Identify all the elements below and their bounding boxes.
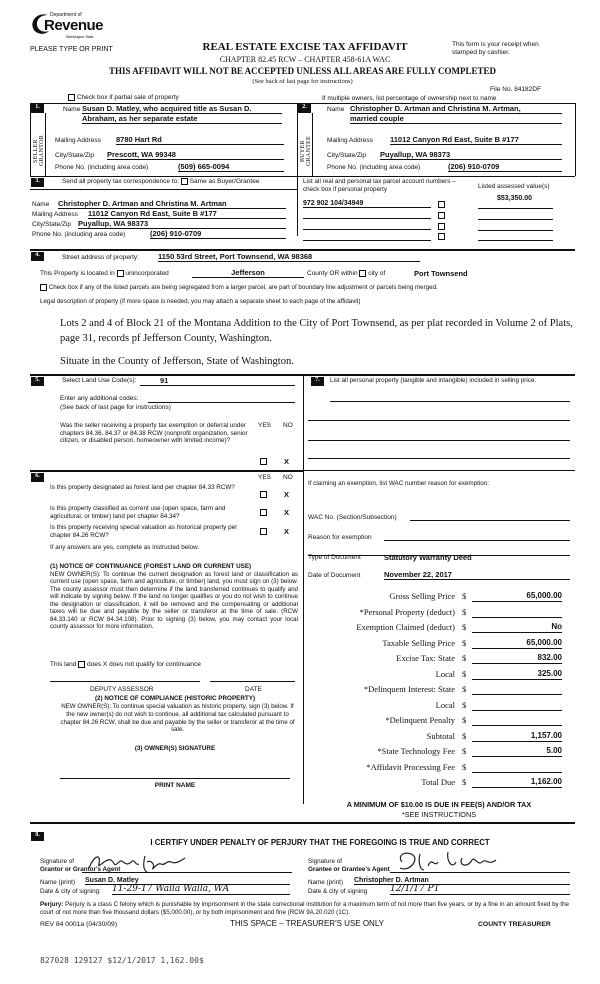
same-as-buyer-checkbox[interactable]: [181, 178, 188, 185]
grantor-print-value: Susan D. Matley: [85, 877, 139, 884]
street-address-label: Street address of property:: [62, 254, 139, 261]
q3-no-answer[interactable]: X: [284, 527, 290, 536]
section-1-number: 1.: [31, 104, 44, 113]
personal-property-line-3[interactable]: [308, 440, 570, 441]
warning-banner: THIS AFFIDAVIT WILL NOT BE ACCEPTED UNLESS ALL AREAS ARE FULLY COMPLETED: [108, 66, 497, 76]
additional-codes-label: Enter any additional codes:: [60, 395, 139, 402]
buyer-name-line2[interactable]: married couple: [350, 114, 562, 124]
partial-sale-row: [68, 94, 179, 101]
fee-label: Total Due: [421, 777, 455, 787]
fee-label: *Personal Property (deduct): [359, 606, 455, 617]
grantee-print-label: Name (print): [308, 879, 343, 886]
seller-name-line1[interactable]: Susan D. Matley, who acquired title as Susan D.: [82, 104, 282, 114]
historic-question: Is this property receiving special valuation as historical property per chapter 84.26 RCW?: [50, 524, 238, 539]
seller-name-line2[interactable]: Abraham, as her separate estate: [82, 114, 282, 124]
s5-yes-checkbox[interactable]: [260, 458, 267, 465]
street-address-field[interactable]: 1150 53rd Street, Port Townsend, WA 98368: [158, 252, 420, 262]
within-city-checkbox[interactable]: [359, 270, 366, 277]
buyer-phone-label: Phone No. (including area code): [327, 164, 421, 171]
seller-name-label: Name: [63, 106, 81, 113]
does-qualify-checkbox[interactable]: [78, 661, 85, 668]
buyer-mailing-label: Mailing Address: [327, 137, 373, 144]
perjury-statement: [40, 901, 575, 917]
fee-label: *Delinquent Interest: State: [363, 684, 455, 694]
form-subtitle: CHAPTER 82.45 RCW – CHAPTER 458-61A WAC: [219, 55, 391, 64]
land-use-label: Select Land Use Code(s):: [62, 377, 137, 384]
grantor-sig-label-2: Grantor or Grantor's Agent: [40, 866, 121, 873]
unincorporated-label: unincorporated: [125, 270, 169, 278]
q1-no-answer[interactable]: X: [284, 490, 290, 499]
dollar-sign: $: [462, 684, 467, 694]
dollar-sign: $: [462, 591, 467, 601]
section-3-number: 3.: [31, 178, 44, 187]
segregated-checkbox[interactable]: [40, 284, 47, 291]
county-treasurer-label: COUNTY TREASURER: [478, 921, 551, 928]
s6-no-header: NO: [283, 474, 293, 481]
seller-city-label: City/State/Zip: [55, 152, 95, 159]
s3-phone-field[interactable]: (206) 910-0709: [150, 229, 286, 239]
dollar-sign: $: [462, 622, 467, 632]
s3-phone-label: Phone No. (including area code): [32, 231, 126, 238]
perjury-label: Perjury:: [40, 901, 64, 908]
perjury-text: Perjury is a class C felony which is punishable by imprisonment in the state correctional institution for a maximum term of not more than five years, or by a fine in an amount fixed by the court of not more than five thousand dollars ($5,000.00), or by both imprisonment and fine (RCW 9A.20.020 (1C).: [40, 901, 569, 916]
notice-compliance-title: (2) NOTICE OF COMPLIANCE (HISTORIC PROPERTY): [94, 695, 256, 702]
partial-sale-checkbox[interactable]: [68, 94, 75, 101]
grantor-print-label: Name (print): [40, 879, 75, 886]
city-of-label: city of: [368, 270, 386, 278]
personal-property-line-2[interactable]: [308, 420, 570, 421]
fee-value[interactable]: 1,157.00: [472, 731, 562, 742]
dollar-sign: $: [462, 637, 467, 648]
owner-signature-label: (3) OWNER(S) SIGNATURE: [134, 745, 216, 752]
q2-yes-checkbox[interactable]: [260, 509, 267, 516]
personal-property-label: List all personal property (tangible and intangible) included in selling price.: [330, 377, 537, 384]
fee-label: Taxable Selling Price: [382, 637, 455, 648]
s5-yes-header: YES: [258, 422, 272, 429]
dollar-sign: $: [462, 777, 467, 787]
fee-value[interactable]: 1,162.00: [472, 777, 562, 788]
buyer-side-label: BUYER GRANTEE: [300, 135, 312, 167]
deputy-signature-line[interactable]: [50, 681, 200, 682]
dollar-sign: $: [462, 730, 467, 741]
buyer-city-label: City/State/Zip: [327, 152, 367, 159]
seller-phone-label: Phone No. (including area code): [55, 164, 149, 171]
fee-value[interactable]: 325.00: [472, 669, 562, 680]
fee-label: Subtotal: [426, 730, 455, 741]
doc-date-label: Date of Document: [308, 572, 361, 579]
forest-land-question: Is this property designated as forest land per chapter 84.33 RCW?: [50, 484, 235, 491]
s3-city-field[interactable]: Puyallup, WA 98373: [78, 219, 286, 229]
parcel-1-checkbox[interactable]: [438, 201, 445, 208]
parcel-number-1[interactable]: 972 902 104/34949: [303, 200, 431, 208]
land-use-field[interactable]: 91: [140, 376, 295, 386]
segregated-row: [40, 284, 438, 291]
deputy-assessor-label: DEPUTY ASSESSOR: [90, 686, 154, 693]
section-6-number: 6.: [31, 473, 44, 482]
seller-side-label: SELLER GRANTOR: [33, 135, 45, 167]
grantee-print-value: Christopher D. Artman: [354, 877, 429, 884]
dollar-sign: $: [462, 699, 467, 710]
fee-label: Local: [435, 668, 455, 679]
county-field[interactable]: Jefferson: [192, 268, 304, 278]
county-or-label: County OR within: [307, 270, 358, 278]
fee-value[interactable]: No: [472, 622, 562, 633]
located-label: This Property is located in: [40, 270, 115, 278]
buyer-mailing-field[interactable]: 11012 Canyon Rd East, Suite B #177: [390, 135, 562, 145]
grantee-date-label: Date & city of signing: [308, 888, 368, 895]
parcel-4-checkbox[interactable]: [438, 233, 445, 240]
s3-name-label: Name: [32, 201, 50, 208]
certify-statement: I CERTIFY UNDER PENALTY OF PERJURY THAT THE FOREGOING IS TRUE AND CORRECT: [150, 838, 490, 847]
buyer-phone-field[interactable]: (206) 910-0709: [448, 162, 562, 172]
fee-label: Exemption Claimed (deduct): [356, 622, 455, 632]
grantor-date-label: Date & city of signing:: [40, 888, 101, 895]
treasurer-use-label: THIS SPACE – TREASURER'S USE ONLY: [230, 919, 385, 928]
section-4-number: 4.: [31, 252, 44, 261]
print-name-label: PRINT NAME: [154, 782, 196, 789]
additional-codes-field[interactable]: [148, 402, 295, 403]
qualify-row: [50, 661, 201, 668]
please-type: PLEASE TYPE OR PRINT: [30, 46, 113, 53]
assessed-line-3: [478, 230, 553, 231]
fee-value[interactable]: [472, 684, 562, 695]
print-name-line[interactable]: [60, 778, 290, 779]
agency-name: Revenue: [44, 17, 104, 34]
parcel-header: List all real and personal tax parcel account numbers – check box if personal property: [303, 178, 456, 193]
notice-compliance-body: NEW OWNER(S): To continue special valuation as historic property, sign (3) below. If the new owner(s) do not wish to continue, all additional tax calculated pursuant to chapter 84.26 RCW, shall be due and payable by the seller or transferor at the time of sale.: [60, 703, 295, 734]
notice-continuance-body: NEW OWNER(S): To continue the current designation as forest land or classification as current use (open space, farm and agriculture, or timber) land, you must sign on (3) below. The county assessor must then determine if the land transferred continues to qualify and will indicate by signing below. If the land no longer qualifies or you do not wish to continue the designation or classification, it will be removed and the compensating or additional taxes will be due and payable by the seller or transferor at the time of sale. (RCW 84.33.140 or RCW 84.34.108). Prior to signing (3) below, you may contact your local county assessor for more information.: [50, 571, 298, 631]
segregated-label: Check box if any of the listed parcels are being segregated from a larger parcel, are part of boundary line adjustment or parcels being merged.: [48, 284, 438, 292]
file-number: File No. 84182DF: [490, 86, 541, 93]
dollar-sign: $: [462, 668, 467, 679]
partial-sale-label: Check box if partial sale of property: [76, 94, 179, 102]
legal-description-label: Legal description of property (if more space is needed, you may attach a separate sheet to each page of the affidavit): [40, 298, 361, 305]
section-2-number: 2.: [298, 104, 311, 113]
parcel-3-checkbox[interactable]: [438, 223, 445, 230]
city-field[interactable]: Port Townsend: [414, 269, 468, 278]
grantee-date-field[interactable]: 12/1/17 PT: [390, 884, 570, 895]
grantor-sig-label-1: Signature of: [40, 858, 74, 865]
parcel-line-2[interactable]: [303, 218, 431, 219]
fee-label: Gross Selling Price: [389, 591, 455, 601]
seller-mailing-field[interactable]: 8780 Hart Rd: [116, 135, 284, 145]
fee-label: *Affidavit Processing Fee: [366, 761, 455, 772]
grantee-sig-label-1: Signature of: [308, 858, 342, 865]
legal-description-text[interactable]: Lots 2 and 4 of Block 21 of the Montana Addition to the City of Port Townsend, as per plat recorded in Volume 2 of Plats, page 31, records pf Jefferson County, Washington.: [60, 318, 573, 345]
fee-label: Excise Tax: State: [396, 653, 455, 663]
dollar-sign: $: [462, 761, 467, 772]
unincorporated-checkbox[interactable]: [117, 270, 124, 277]
see-back-note: (See back of last page for instructions): [252, 78, 353, 85]
same-as-buyer-label: Same as Buyer/Grantee: [189, 178, 260, 186]
form-title: REAL ESTATE EXCISE TAX AFFIDAVIT: [202, 41, 408, 53]
grantor-signature-image: [85, 850, 195, 876]
parcel-2-checkbox[interactable]: [438, 212, 445, 219]
exemption-question: Was the seller receiving a property tax exemption or deferral under chapters 84.36, 84.37 or 84.38 RCW (nonprofit organization, senior citizen, or disabled person, homeowner with limited income)?: [60, 422, 248, 445]
minimum-fee-note: A MINIMUM OF $10.00 IS DUE IN FEE(S) AND/OR TAX: [346, 800, 532, 809]
q2-no-answer[interactable]: X: [284, 508, 290, 517]
fee-value[interactable]: 832.00: [472, 653, 562, 664]
fee-value[interactable]: [472, 607, 562, 618]
fee-label: Local: [435, 699, 455, 710]
dollar-sign: $: [462, 746, 467, 756]
agency-state: Washington State: [66, 35, 94, 39]
see-instructions-note: *SEE INSTRUCTIONS: [401, 810, 477, 819]
section-5-number: 5.: [31, 377, 44, 386]
grantee-signature-image: [392, 848, 502, 876]
dollar-sign: $: [462, 606, 467, 617]
revision-code: REV 84 0001a (04/30/09): [40, 921, 118, 928]
deputy-date-line[interactable]: [210, 681, 295, 682]
assessed-line-2: [478, 219, 553, 220]
s3-city-label: City/State/Zip: [32, 221, 72, 228]
s3-name-field[interactable]: Christopher D. Artman and Christina M. Artman: [58, 199, 286, 209]
personal-property-line-1[interactable]: [330, 401, 570, 402]
located-row: [40, 270, 169, 277]
reason-field[interactable]: [384, 540, 570, 541]
fee-value[interactable]: [472, 700, 562, 711]
does-not-label[interactable]: X does not qualify for continuance: [102, 661, 201, 669]
fee-value[interactable]: [472, 762, 562, 773]
grantor-date-field[interactable]: 11-29-17 Walla Walla, WA: [112, 884, 290, 895]
fee-label: *Delinquent Penalty: [385, 715, 455, 725]
dollar-sign: $: [462, 653, 467, 663]
parcel-line-3[interactable]: [303, 229, 431, 230]
multiple-owners-note: If multiple owners, list percentage of ownership next to name: [322, 95, 497, 102]
wac-number-label: WAC No. (Section/Subsection): [308, 514, 397, 521]
parcel-line-4[interactable]: [303, 240, 431, 241]
send-correspondence-row: [62, 178, 259, 185]
legal-situate-text[interactable]: Situate in the County of Jefferson, State of Washington.: [60, 356, 294, 367]
dollar-sign: $: [462, 715, 467, 725]
seller-mailing-label: Mailing Address: [55, 137, 101, 144]
section-7-number: 7.: [311, 377, 324, 386]
s3-mailing-field[interactable]: 11012 Canyon Rd East, Suite B #177: [88, 209, 286, 219]
fee-value[interactable]: 65,000.00: [472, 591, 562, 602]
notice-continuance-title: (1) NOTICE OF CONTINUANCE (FOREST LAND OR CURRENT USE): [50, 563, 252, 570]
doc-date-field[interactable]: November 22, 2017: [384, 570, 570, 580]
q3-yes-checkbox[interactable]: [260, 528, 267, 535]
agency-line1: Department of: [50, 12, 82, 18]
assessed-line-4: [478, 240, 553, 241]
section-8-number: 8.: [31, 832, 44, 841]
s5-no-answer[interactable]: X: [284, 457, 290, 466]
receipt-note: This form is your receipt when stamped by cashier.: [452, 41, 539, 56]
s5-no-header: NO: [283, 422, 293, 429]
does-label: does: [87, 661, 102, 669]
grantee-sig-label-2: Grantee or Grantee's Agent: [308, 866, 390, 873]
this-land-label: This land: [50, 661, 77, 669]
wac-number-field[interactable]: [410, 520, 570, 521]
fee-value[interactable]: 5.00: [472, 746, 562, 757]
assessed-line-1: [478, 208, 553, 209]
buyer-city-field[interactable]: Puyallup, WA 98373: [380, 150, 562, 160]
reason-label: Reason for exemption: [308, 534, 372, 541]
doc-type-field[interactable]: Statutory Warranty Deed: [384, 553, 472, 562]
buyer-name-line1[interactable]: Christopher D. Artman and Christina M. Artman,: [350, 104, 562, 114]
additional-codes-note: (See back of last page for instructions): [60, 404, 171, 411]
personal-property-line-4[interactable]: [308, 458, 570, 459]
q1-yes-checkbox[interactable]: [260, 491, 267, 498]
s6-yes-header: YES: [258, 474, 272, 481]
seller-city-field[interactable]: Prescott, WA 99348: [107, 150, 284, 160]
s3-mailing-label: Mailing Address: [32, 211, 78, 218]
claim-exemption-label: If claiming an exemption, list WAC number reason for exemption:: [308, 480, 490, 487]
buyer-name-label: Name: [327, 106, 345, 113]
treasurer-stamp: 827028 129127 $12/1/2017 1,162.00$: [40, 956, 204, 965]
fee-value[interactable]: 65,000.00: [472, 638, 562, 649]
assessed-header: Listed assessed value(s): [478, 183, 550, 190]
doc-type-label: Type of Document: [308, 554, 361, 561]
current-use-question: Is this property classified as current use (open space, farm and agricultural, or timber) land per chapter 84.34?: [50, 505, 226, 520]
within-city-row: [307, 270, 385, 277]
assessed-value[interactable]: $53,350.00: [497, 195, 533, 202]
fee-label: *State Technology Fee: [377, 746, 455, 756]
send-correspondence-label: Send all property tax correspondence to:: [62, 178, 180, 186]
seller-phone-field[interactable]: (509) 665-0094: [178, 162, 284, 172]
if-yes-note: If any answers are yes, complete as instructed below.: [50, 544, 200, 551]
fee-value[interactable]: [472, 715, 562, 726]
deputy-date-label: DATE: [245, 686, 262, 693]
dor-logo: [30, 10, 104, 44]
